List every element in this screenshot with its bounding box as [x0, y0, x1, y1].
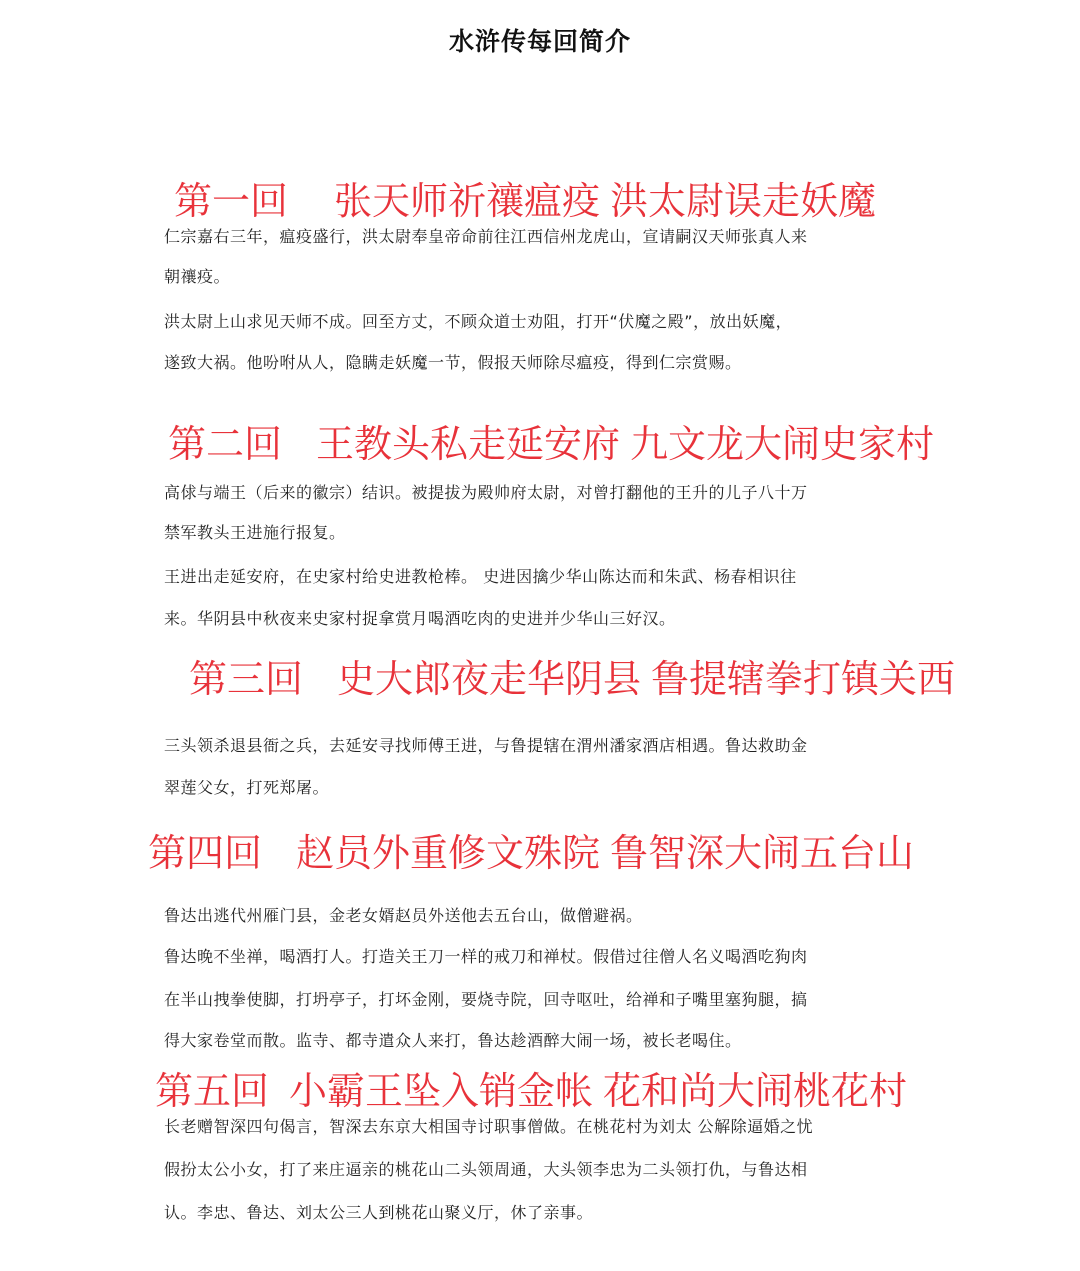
summary-line: 鲁达晚不坐禅，喝酒打人。打造关王刀一样的戒刀和禅杖。假借过往僧人名义喝酒吃狗肉 — [164, 947, 808, 966]
summary-line: 仁宗嘉右三年，瘟疫盛行，洪太尉奉皇帝命前往江西信州龙虎山，宣请嗣汉天师张真人来 — [164, 227, 808, 246]
chapter-heading — [189, 648, 955, 703]
summary-line: 遂致大祸。他吩咐从人，隐瞒走妖魔一节，假报天师除尽瘟疫，得到仁宗赏赐。 — [164, 353, 742, 372]
chapter-title-part-b: 九文龙大闹史家村 — [630, 422, 935, 466]
chapter-number: 第四回 — [148, 831, 263, 875]
chapter-title-part-a: 赵员外重修文殊院 — [296, 831, 601, 875]
chapter-title-part-a: 小霸王坠入销金帐 — [289, 1069, 594, 1113]
chapter-title-part-a: 王教头私走延安府 — [316, 422, 621, 466]
summary-line: 三头领杀退县衙之兵，去延安寻找师傅王进，与鲁提辖在渭州潘家酒店相遇。鲁达救助金 — [164, 736, 808, 755]
summary-line: 鲁达出逃代州雁门县，金老女婿赵员外送他去五台山，做僧避祸。 — [164, 906, 643, 925]
summary-line: 王进出走延安府，在史家村给史进教枪棒。 史进因擒少华山陈达而和朱武、杨春相识往 — [164, 567, 797, 586]
chapter-heading — [174, 170, 876, 225]
summary-line: 得大家卷堂而散。监寺、都寺遣众人来打，鲁达趁酒醉大闹一场，被长老喝住。 — [164, 1031, 742, 1050]
chapter-number: 第三回 — [189, 657, 304, 701]
summary-line: 禁军教头王进施行报复。 — [164, 523, 346, 542]
summary-line: 假扮太公小女，打了来庄逼亲的桃花山二头领周通，大头领李忠为二头领打仇，与鲁达相 — [164, 1160, 808, 1179]
summary-line: 朝禳疫。 — [164, 267, 231, 286]
summary-line: 在半山拽拳使脚，打坍亭子，打坏金刚，要烧寺院，回寺呕吐，给禅和子嘴里塞狗腿，搞 — [164, 990, 808, 1009]
chapter-title-part-a: 史大郎夜走华阴县 — [337, 657, 642, 701]
summary-line: 翠莲父女，打死郑屠。 — [164, 778, 330, 797]
summary-line: 洪太尉上山求见天师不成。回至方丈，不顾众道士劝阻，打开“伏魔之殿”，放出妖魔， — [164, 312, 793, 331]
chapter-heading — [148, 822, 914, 877]
page-title: 水浒传每回简介 — [448, 27, 631, 56]
summary-line: 高俅与端王（后来的徽宗）结识。被提拔为殿帅府太尉，对曾打翻他的王升的儿子八十万 — [164, 483, 808, 502]
chapter-title-part-b: 鲁提辖拳打镇关西 — [651, 657, 956, 701]
chapter-number: 第二回 — [168, 422, 283, 466]
chapter-heading — [155, 1060, 907, 1115]
chapter-title-part-b: 洪太尉误走妖魔 — [610, 179, 877, 223]
summary-line: 长老赠智深四句偈言，智深去东京大相国寺讨职事僧做。在桃花村为刘太 公解除逼婚之忧 — [164, 1117, 814, 1136]
chapter-title-part-a: 张天师祈禳瘟疫 — [334, 179, 601, 223]
chapter-number: 第一回 — [174, 179, 289, 223]
chapter-heading — [168, 413, 934, 468]
chapter-number: 第五回 — [155, 1069, 270, 1113]
summary-line: 认。李忠、鲁达、刘太公三人到桃花山聚义厅，休了亲事。 — [164, 1203, 594, 1222]
summary-line: 来。华阴县中秋夜来史家村捉拿赏月喝酒吃肉的史进并少华山三好汉。 — [164, 609, 676, 628]
chapter-title-part-b: 花和尚大闹桃花村 — [603, 1069, 908, 1113]
chapter-title-part-b: 鲁智深大闹五台山 — [610, 831, 915, 875]
